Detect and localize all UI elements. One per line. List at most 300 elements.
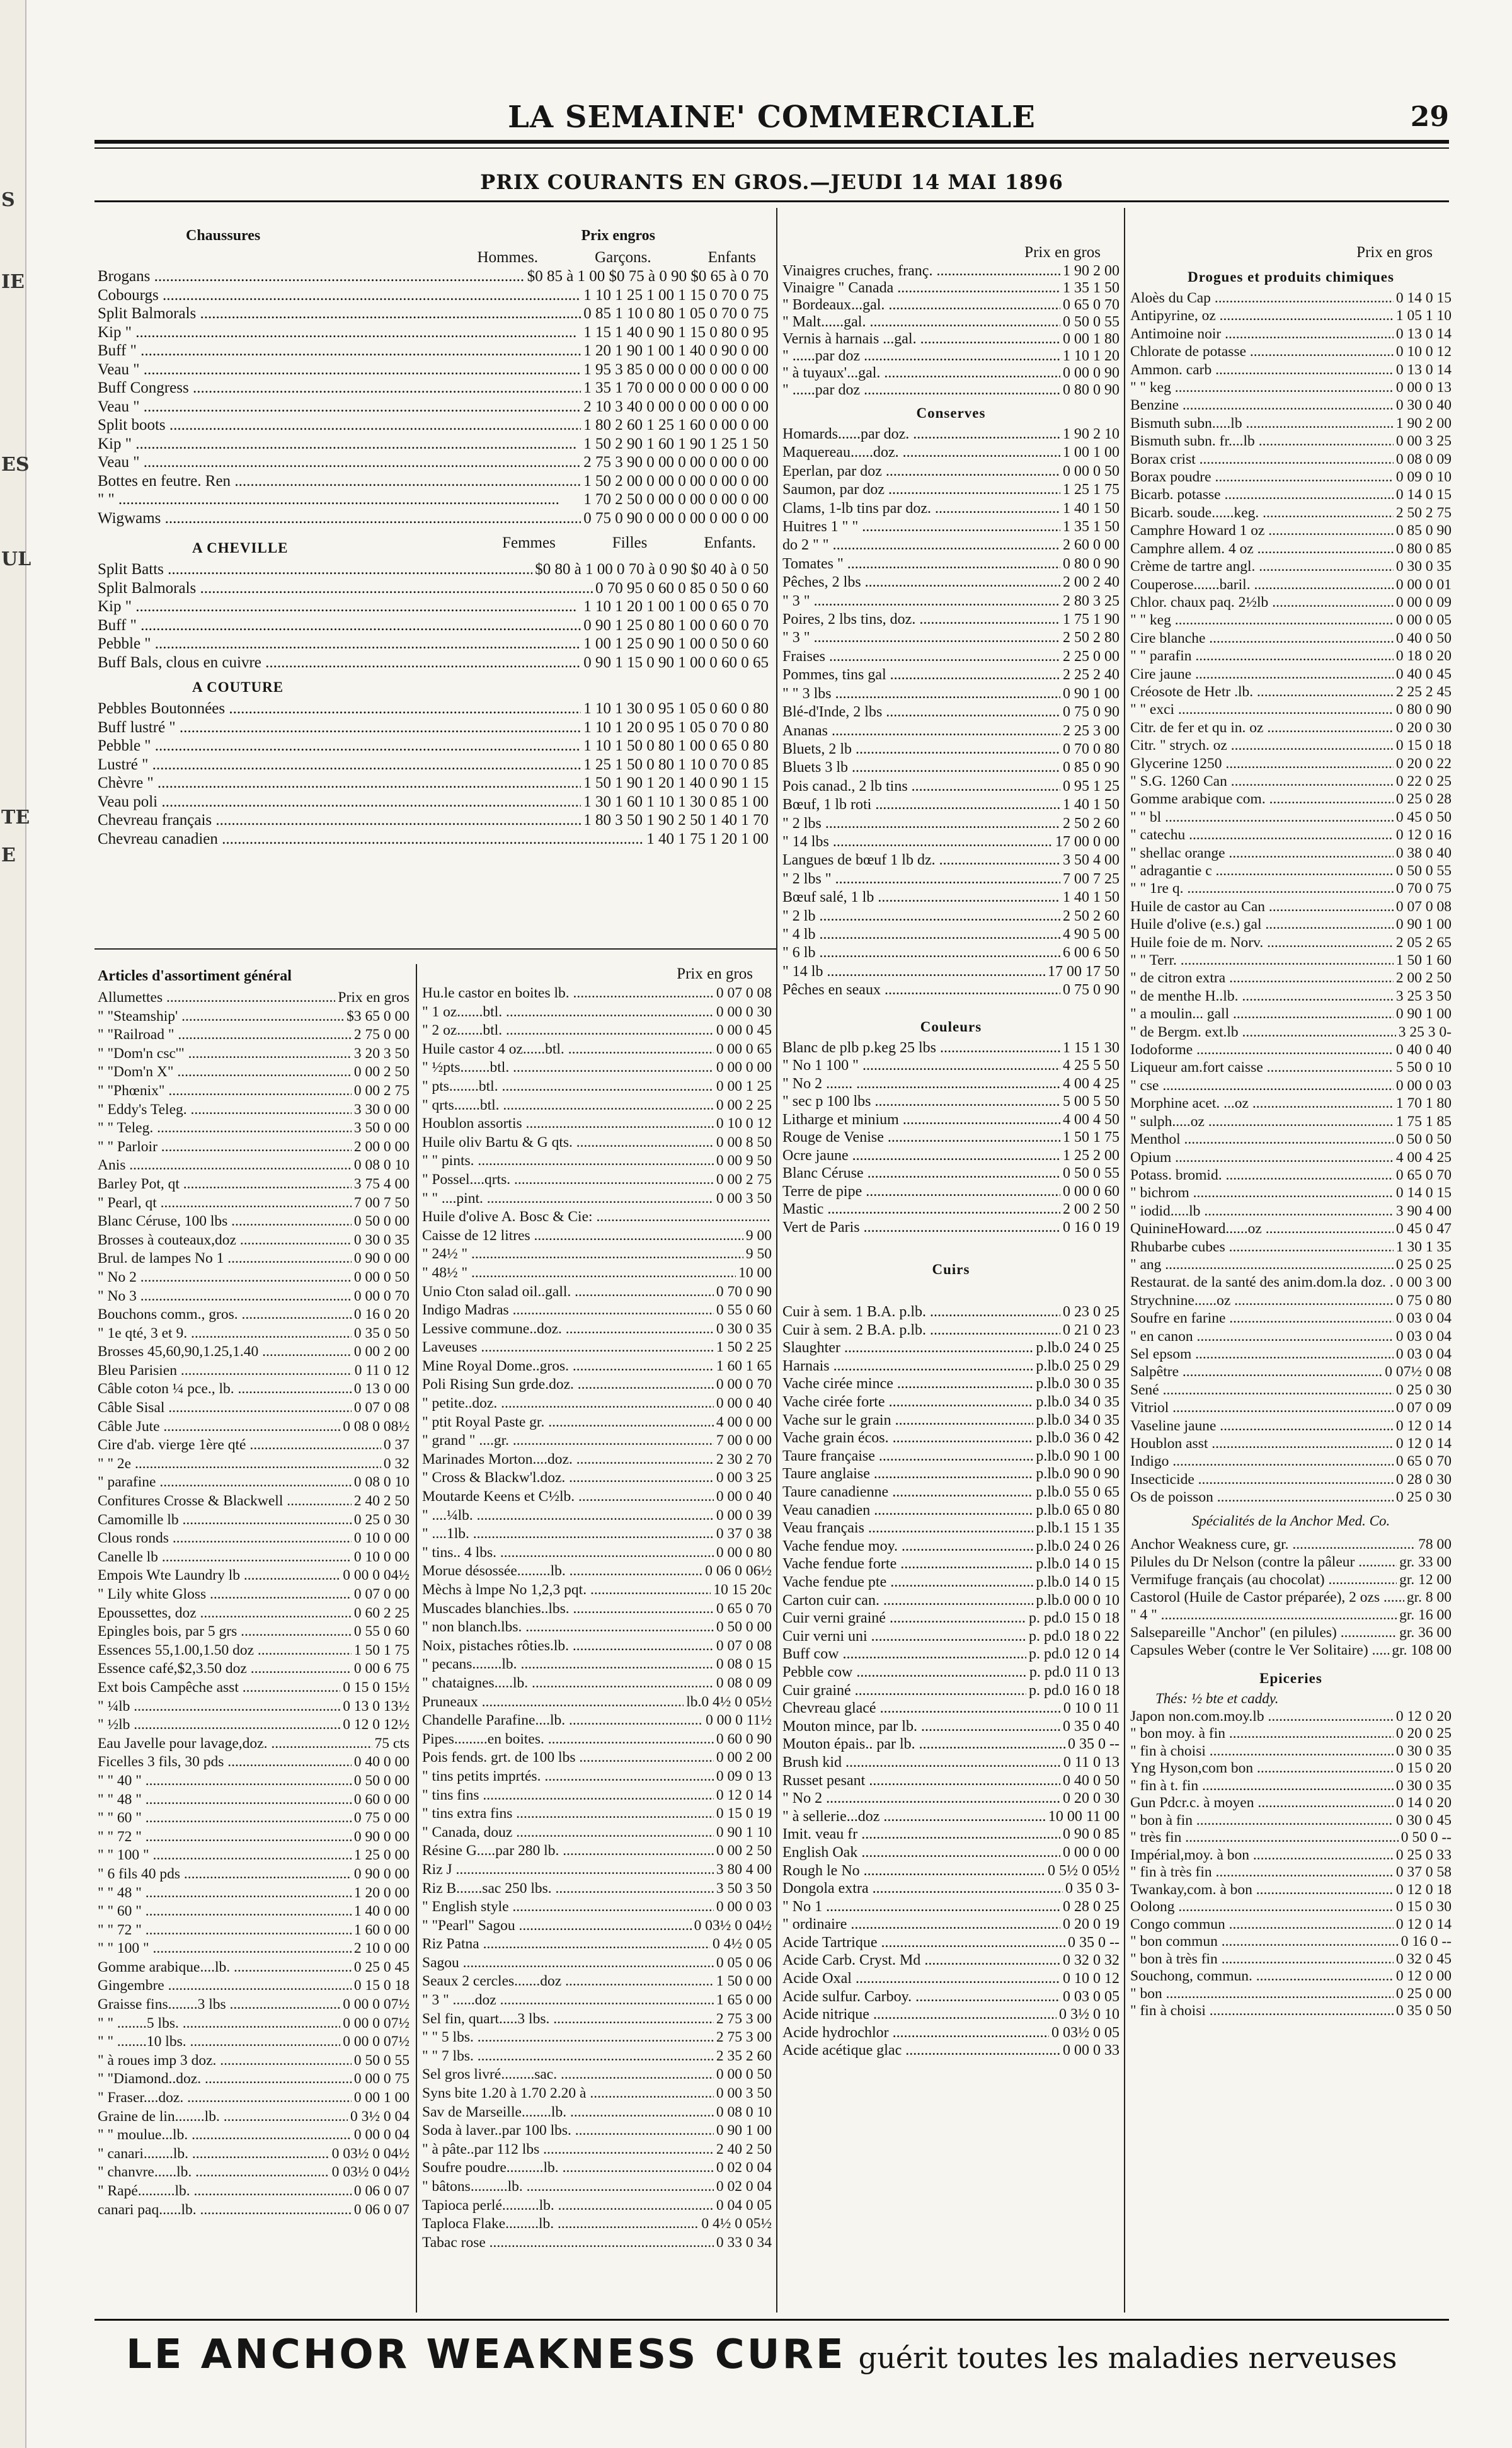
item-price: 0 13 0 14 — [1395, 361, 1452, 378]
footer-rule — [94, 2319, 1449, 2321]
item-name: Potass. bromid. ..... — [1130, 1166, 1394, 1184]
item-price: 0 14 0 20 — [1395, 1795, 1452, 1812]
item-price: 1 30 1 35 — [1395, 1238, 1452, 1255]
table-row — [1130, 1149, 1452, 1166]
table-row — [1130, 325, 1452, 343]
table-row — [98, 1008, 410, 1026]
item-price: 0 28 0 25 — [1063, 1898, 1120, 1915]
item-name: " " 72 " ..... — [98, 1921, 352, 1940]
table-row — [422, 1264, 772, 1283]
item-price: 3 75 4 00 — [353, 1175, 410, 1192]
table-row — [98, 1753, 410, 1772]
item-name: Huile d'olive (e.s.) gal ..... — [1130, 916, 1394, 933]
table-row — [782, 1645, 1120, 1664]
item-name: English Oak ..... — [782, 1844, 1060, 1862]
table-row — [98, 1119, 410, 1138]
item-price: 0 33 0 34 — [716, 2234, 772, 2251]
table-row — [1130, 1005, 1452, 1023]
table-row — [782, 870, 1120, 888]
item-price: $0 80 à 1 00 0 70 à 0 90 $0 40 à 0 50 — [535, 561, 769, 578]
item-name: " à pâte..par 112 lbs ..... — [422, 2141, 714, 2159]
item-price: 0 00 2 75 — [353, 1082, 410, 1099]
item-price: 0 02 0 04 — [716, 2178, 772, 2195]
item-price: p.lb.0 00 0 10 — [1036, 1592, 1120, 1609]
item-name: " " 100 " ..... — [98, 1939, 352, 1958]
cheville-title: A CHEVILLE — [192, 540, 289, 556]
item-price: 1 90 2 10 — [1063, 426, 1120, 442]
table-row — [422, 1880, 772, 1899]
item-price: 0 95 1 25 — [1063, 778, 1120, 795]
table-row — [98, 453, 769, 472]
item-name: " en canon ..... — [1130, 1328, 1394, 1345]
item-price: 1 50 0 00 — [716, 1973, 772, 1990]
item-price: 0 12 0 14 — [1395, 1417, 1452, 1434]
item-price: 0 45 0 50 — [1395, 808, 1452, 825]
item-price: 0 00 0 40 — [716, 1488, 772, 1505]
table-row — [98, 560, 769, 579]
item-name: Morue désossée.........lb. ..... — [422, 1562, 702, 1581]
item-name: Vache grain écos. ..... — [782, 1429, 1033, 1447]
item-name: Antimoine noir ..... — [1130, 325, 1394, 343]
table-row — [98, 2163, 410, 2182]
item-price: 0 00 0 11½ — [706, 1712, 772, 1729]
item-price: p.lb.0 25 0 29 — [1036, 1357, 1120, 1374]
item-price: 0 50 0 55 — [1063, 314, 1120, 330]
table-row — [98, 989, 410, 1008]
item-name: Pipes.........en boites. ..... — [422, 1730, 714, 1749]
item-name: Riz Patna ..... — [422, 1935, 710, 1954]
item-name: Moutarde Keens et C½lb. ..... — [422, 1488, 714, 1507]
table-row — [1130, 1589, 1452, 1606]
item-name: " " keg ..... — [1130, 611, 1394, 629]
assortiment2-section — [422, 964, 772, 2252]
table-row — [782, 1339, 1120, 1357]
item-name: Ficelles 3 fils, 30 pds ..... — [98, 1753, 352, 1772]
table-row — [422, 1283, 772, 1302]
table-row — [98, 653, 769, 672]
item-price: 0 08 0 10 — [353, 1474, 410, 1491]
item-price: p.lb.0 14 0 15 — [1036, 1574, 1120, 1590]
item-name: Taure canadienne ..... — [782, 1483, 1033, 1502]
table-row — [98, 699, 769, 718]
item-price: 10 00 11 00 — [1048, 1808, 1120, 1825]
table-row — [1130, 1951, 1452, 1968]
item-price: 0 00 1 00 — [353, 2089, 410, 2106]
item-name: Veau poli ..... — [98, 793, 581, 812]
item-name: Acide Oxal ..... — [782, 1970, 1060, 1988]
item-price: 0 00 0 03 — [1395, 1077, 1452, 1094]
table-row — [1130, 1435, 1452, 1452]
table-row — [1130, 1743, 1452, 1761]
item-name: " de menthe H..lb. ..... — [1130, 987, 1394, 1005]
item-name: " Fraser....doz. ..... — [98, 2089, 352, 2108]
footer-tagline: guérit toutes les maladies nerveuses — [858, 2341, 1397, 2375]
item-name: Lustré " ..... — [98, 756, 581, 774]
item-price: 0 10 0 11 — [1063, 1700, 1120, 1717]
item-price: 0 12 0 14 — [1395, 1916, 1452, 1933]
table-row — [98, 737, 769, 756]
item-price: 0 90 0 85 — [1063, 1826, 1120, 1843]
table-row — [1130, 2003, 1452, 2020]
item-price: 0 75 0 00 — [353, 1810, 410, 1827]
item-price: 2 25 3 00 — [1063, 722, 1120, 739]
item-name: Essences 55,1.00,1.50 doz ..... — [98, 1641, 352, 1660]
item-name: " 4 " ..... — [1130, 1606, 1397, 1624]
item-price: 0 00 3 25 — [1395, 433, 1452, 450]
table-row — [98, 1566, 410, 1585]
item-name: " "Dom'n X" ..... — [98, 1063, 352, 1082]
item-name: Souchong, commun. ..... — [1130, 1968, 1394, 1985]
item-name: " ang ..... — [1130, 1256, 1394, 1273]
item-price: 0 00 0 05 — [1395, 612, 1452, 629]
item-price: 0 28 0 30 — [1395, 1471, 1452, 1488]
table-row — [422, 1935, 772, 1954]
item-name: Gun Pdcr.c. à moyen ..... — [1130, 1795, 1394, 1812]
table-row — [782, 2042, 1120, 2060]
item-price: 0 16 0 -- — [1400, 1933, 1452, 1950]
item-name: Acide Carb. Cryst. Md ..... — [782, 1951, 1060, 1970]
item-price: 0 50 0 -- — [1400, 1829, 1452, 1846]
table-row — [782, 1164, 1120, 1183]
item-price: 0 07 0 08 — [353, 1399, 410, 1417]
table-row — [98, 1846, 410, 1865]
table-row — [1130, 1273, 1452, 1291]
strip-letter: S — [1, 189, 15, 211]
item-price: 0 37 0 58 — [1395, 1864, 1452, 1881]
table-row — [98, 509, 769, 528]
item-name: Pebble cow ..... — [782, 1664, 1027, 1682]
table-row — [782, 1075, 1120, 1093]
item-name: Epoussettes, doz ..... — [98, 1604, 352, 1623]
item-name: Split Balmorals ..... — [98, 579, 593, 598]
item-name: Cobourgs ..... — [98, 286, 581, 305]
item-price: 0 03½ 0 04½ — [694, 1917, 772, 1934]
table-row — [782, 740, 1120, 759]
vinaigres-table — [782, 263, 1120, 399]
table-row — [782, 1303, 1120, 1321]
item-price: 0 00 0 13 — [1395, 379, 1452, 396]
item-price: 0 40 0 50 — [1063, 1772, 1120, 1789]
item-name: Strychnine......oz ..... — [1130, 1292, 1394, 1309]
table-row — [1130, 468, 1452, 486]
item-price: 3 80 4 00 — [716, 1861, 772, 1878]
item-name: Caisse de 12 litres ..... — [422, 1227, 743, 1246]
table-row — [1130, 934, 1452, 951]
table-row — [1130, 486, 1452, 503]
table-row — [98, 1492, 410, 1511]
table-row — [782, 1790, 1120, 1808]
item-price: 0 50 0 00 — [353, 1772, 410, 1789]
table-row — [98, 1529, 410, 1548]
table-row — [422, 1581, 772, 1600]
item-name: " 3 " ......doz ..... — [422, 1991, 714, 2010]
table-row — [1130, 361, 1452, 379]
item-name: " English style ..... — [422, 1898, 714, 1917]
item-price: 5 50 0 10 — [1395, 1059, 1452, 1076]
table-row — [782, 1057, 1120, 1075]
table-row — [98, 2145, 410, 2164]
table-row — [1130, 987, 1452, 1005]
table-row — [422, 1991, 772, 2010]
item-name: Eau Javelle pour lavage,doz. ..... — [98, 1735, 372, 1754]
item-name: Split Batts ..... — [98, 560, 532, 579]
item-price: 0 04 0 05 — [716, 2197, 772, 2214]
item-name: " No 1 ..... — [782, 1898, 1060, 1916]
item-price: 0 10 0 00 — [353, 1530, 410, 1547]
table-row — [422, 1972, 772, 1991]
item-name: Buff " ..... — [98, 342, 581, 360]
drogues-title: Drogues et produits chimiques — [1188, 269, 1394, 285]
table-row — [782, 1411, 1120, 1430]
table-row — [98, 304, 769, 323]
table-row — [782, 815, 1120, 833]
item-price: 0 40 0 45 — [1395, 665, 1452, 682]
item-name: " " 40 " ..... — [98, 1772, 352, 1791]
item-price: 0 11 0 13 — [1063, 1754, 1120, 1771]
item-name: " " keg ..... — [1130, 379, 1394, 396]
table-row — [782, 297, 1120, 314]
item-price: lb.0 4½ 0 05½ — [686, 1693, 772, 1710]
table-row — [1130, 432, 1452, 450]
table-row — [422, 1562, 772, 1581]
item-name: " fin à choisi ..... — [1130, 1743, 1394, 1761]
table-row — [98, 579, 769, 598]
column-rule — [1124, 208, 1125, 2313]
item-price: 0 50 0 00 — [716, 1619, 772, 1636]
item-price: 0 00 2 50 — [353, 1064, 410, 1081]
item-price: 0 00 0 39 — [716, 1507, 772, 1524]
table-row — [782, 1219, 1120, 1237]
item-name: Taploca Flake.........lb. ..... — [422, 2215, 699, 2234]
item-name: " Pearl, qt ..... — [98, 1194, 352, 1213]
item-price: 75 cts — [374, 1735, 410, 1752]
item-price: 0 55 0 60 — [353, 1623, 410, 1640]
chaussures-price-title: Prix engros — [581, 227, 655, 244]
item-name: Houblon assortis ..... — [422, 1115, 714, 1134]
item-name: " à roues imp 3 doz. ..... — [98, 2052, 352, 2071]
item-price: 3 50 3 50 — [716, 1880, 772, 1897]
item-price: 0 00 3 50 — [716, 2085, 772, 2102]
table-row — [1130, 1363, 1452, 1381]
item-price: 2 30 2 70 — [716, 1451, 772, 1468]
item-name: " sulph.....oz ..... — [1130, 1113, 1394, 1130]
item-price: 0 3½ 0 04 — [350, 2108, 410, 2125]
table-row — [782, 1592, 1120, 1610]
table-row — [422, 1600, 772, 1619]
item-price: 2 25 0 00 — [1063, 648, 1120, 665]
item-price: 0 00 8 50 — [716, 1134, 772, 1151]
item-price: 0 00 2 50 — [716, 1842, 772, 1859]
item-name: Chlorate de potasse ..... — [1130, 343, 1394, 360]
item-name: Syns bite 1.20 à 1.70 2.20 à ..... — [422, 2084, 714, 2103]
item-name: Camomille lb ..... — [98, 1511, 352, 1530]
chaussures-table — [98, 267, 769, 527]
item-price: 1 40 1 50 — [1063, 889, 1120, 906]
item-price: 1 35 1 50 — [1063, 519, 1120, 536]
item-price: 0 00 0 01 — [1395, 576, 1452, 593]
item-name: Buff cow ..... — [782, 1645, 1026, 1664]
item-price: 0 90 0 00 — [353, 1865, 410, 1882]
item-price: 1 25 1 75 — [1063, 481, 1120, 498]
item-name: Mastic ..... — [782, 1200, 1060, 1219]
table-row — [422, 1824, 772, 1842]
table-row — [1130, 1417, 1452, 1435]
item-name: " "Railroad " ..... — [98, 1026, 352, 1045]
item-name: Riz J ..... — [422, 1861, 714, 1880]
item-name: " bon à fin ..... — [1130, 1812, 1394, 1830]
item-price: gr. 36 00 — [1399, 1624, 1452, 1641]
table-row — [422, 984, 772, 1003]
item-price: 0 00 0 45 — [716, 1022, 772, 1039]
table-row — [1130, 415, 1452, 432]
item-name: " ¼lb ..... — [98, 1698, 340, 1716]
table-row — [782, 1093, 1120, 1111]
item-name: " 48½ " ..... — [422, 1264, 736, 1283]
item-price: 0 00 0 07½ — [343, 2033, 410, 2050]
item-name: Câble Sisal ..... — [98, 1399, 352, 1418]
item-name: " "Steamship' ..... — [98, 1008, 344, 1026]
item-name: " No 2 ..... — [782, 1790, 1060, 1808]
item-name: Carton cuir can. ..... — [782, 1592, 1033, 1610]
table-row — [1130, 1882, 1452, 1899]
item-name: Cire d'ab. vierge 1ère qté ..... — [98, 1436, 381, 1455]
item-name: Camphre Howard 1 oz ..... — [1130, 522, 1394, 539]
item-price: 0 00 0 70 — [353, 1287, 410, 1304]
item-name: " iodid.....lb ..... — [1130, 1202, 1394, 1220]
item-price: 1 50 2 90 1 60 1 90 1 25 1 50 — [583, 435, 769, 452]
table-row — [782, 1111, 1120, 1129]
item-name: " a moulin... gall ..... — [1130, 1005, 1394, 1023]
item-name: Essence café,$2,3.50 doz ..... — [98, 1660, 352, 1679]
table-row — [98, 2126, 410, 2145]
item-name: " tins.. 4 lbs. ..... — [422, 1544, 714, 1563]
table-row — [422, 2197, 772, 2215]
table-row — [782, 963, 1120, 981]
item-price: 1 90 2 00 — [1395, 415, 1452, 432]
item-price: 0 03 0 05 — [1063, 1988, 1120, 2005]
item-name: Riz B.......sac 250 lbs. ..... — [422, 1880, 714, 1899]
item-price: 2 05 2 65 — [1395, 934, 1452, 951]
item-name: Split boots ..... — [98, 416, 581, 435]
item-name: Tapioca perlé..........lb. ..... — [422, 2197, 714, 2215]
item-name: Ammon. carb ..... — [1130, 361, 1394, 379]
item-price: 2 75 3 90 0 00 0 00 0 00 0 00 — [583, 454, 769, 471]
item-price: 0 3½ 0 10 — [1059, 2006, 1120, 2023]
item-price: 1 95 3 85 0 00 0 00 0 00 0 00 — [583, 360, 769, 378]
item-price: 1 15 1 30 — [1063, 1039, 1120, 1056]
item-price: 0 08 0 10 — [353, 1157, 410, 1174]
item-name: Allumettes ..... — [98, 989, 335, 1008]
item-name: " No 2 ..... — [98, 1268, 352, 1287]
item-price: 0 25 0 33 — [1395, 1846, 1452, 1863]
table-row — [1130, 1345, 1452, 1363]
item-name: " fin à très fin ..... — [1130, 1864, 1394, 1882]
item-name: " catechu ..... — [1130, 826, 1394, 844]
item-price: p. pd.0 15 0 18 — [1029, 1610, 1120, 1627]
table-row — [98, 1399, 410, 1418]
item-name: " canari........lb. ..... — [98, 2145, 329, 2164]
table-row — [422, 1674, 772, 1693]
item-name: Vinaigre " Canada ..... — [782, 280, 1060, 297]
item-name: Anis ..... — [98, 1156, 352, 1175]
item-price: 0 80 0 85 — [1395, 540, 1452, 557]
table-row — [98, 1175, 410, 1194]
table-row — [422, 1861, 772, 1880]
table-row — [422, 1805, 772, 1824]
item-price: 0 85 0 90 — [1395, 522, 1452, 539]
item-price: 2 40 2 50 — [716, 2141, 772, 2158]
table-row — [782, 1465, 1120, 1483]
table-row — [1130, 773, 1452, 790]
item-name: Vaseline jaune ..... — [1130, 1417, 1394, 1435]
table-row — [782, 1718, 1120, 1736]
item-price: 0 00 0 04½ — [343, 1567, 410, 1584]
table-row — [422, 1021, 772, 1040]
item-price: 0 38 0 40 — [1395, 844, 1452, 861]
item-name: " fin à choisi ..... — [1130, 2003, 1394, 2020]
item-name: Buff Congress ..... — [98, 379, 581, 398]
item-name: " "Diamond..doz. ..... — [98, 2070, 352, 2089]
item-name: " à sellerie...doz ..... — [782, 1808, 1046, 1826]
item-price: p. pd.0 16 0 18 — [1029, 1682, 1120, 1699]
item-name: Pêches en seaux ..... — [782, 981, 1060, 999]
item-price: 0 10 0 12 — [716, 1115, 772, 1132]
table-row — [1130, 1985, 1452, 2003]
item-name: Slaughter ..... — [782, 1339, 1033, 1357]
item-price: 0 13 0 14 — [1395, 325, 1452, 342]
item-name: Dongola extra ..... — [782, 1880, 1063, 1898]
item-name: " " ........5 lbs. ..... — [98, 2014, 340, 2033]
item-name: Glycerine 1250 ..... — [1130, 755, 1394, 773]
item-price: 0 35 0 -- — [1068, 1736, 1120, 1753]
item-name: Indigo ..... — [1130, 1452, 1394, 1470]
table-row — [98, 1996, 410, 2014]
table-row — [422, 1190, 772, 1209]
table-row — [98, 793, 769, 812]
table-row — [1130, 1166, 1452, 1184]
item-price: 1 50 1 60 — [1395, 952, 1452, 969]
table-row — [1130, 611, 1452, 629]
table-row — [782, 1754, 1120, 1772]
item-name: Hu.le castor en boites lb. ..... — [422, 984, 714, 1003]
item-price: 1 70 1 80 — [1395, 1095, 1452, 1112]
item-name: Indigo Madras ..... — [422, 1301, 714, 1320]
table-row — [782, 1573, 1120, 1592]
table-row — [422, 1320, 772, 1339]
item-name: Bouchons comm., gros. ..... — [98, 1306, 352, 1325]
table-row — [98, 1306, 410, 1325]
item-name: Couperose.......baril. ..... — [1130, 576, 1394, 594]
item-price: 10 00 — [738, 1264, 772, 1281]
item-name: Morphine acet. ...oz ..... — [1130, 1095, 1394, 1112]
item-name: " 6 lb ..... — [782, 944, 1060, 962]
table-row — [1130, 1077, 1452, 1095]
item-name: Saumon, par doz ..... — [782, 481, 1060, 499]
table-row — [98, 1660, 410, 1679]
item-price: 0 08 0 09 — [716, 1674, 772, 1691]
item-name: " bâtons..........lb. ..... — [422, 2178, 714, 2197]
item-name: " 6 fils 40 pds ..... — [98, 1865, 352, 1884]
item-name: Houblon asst ..... — [1130, 1435, 1394, 1452]
item-price: 0 60 0 00 — [353, 1791, 410, 1808]
table-row — [422, 1711, 772, 1730]
item-price: 0 20 0 30 — [1063, 1790, 1120, 1807]
item-name: Taure anglaise ..... — [782, 1465, 1033, 1483]
item-name: Ocre jaune ..... — [782, 1147, 1060, 1165]
item-name: " "Phœnix" ..... — [98, 1082, 352, 1101]
item-name: " à tuyaux'...gal. ..... — [782, 365, 1060, 382]
table-row — [98, 342, 769, 360]
